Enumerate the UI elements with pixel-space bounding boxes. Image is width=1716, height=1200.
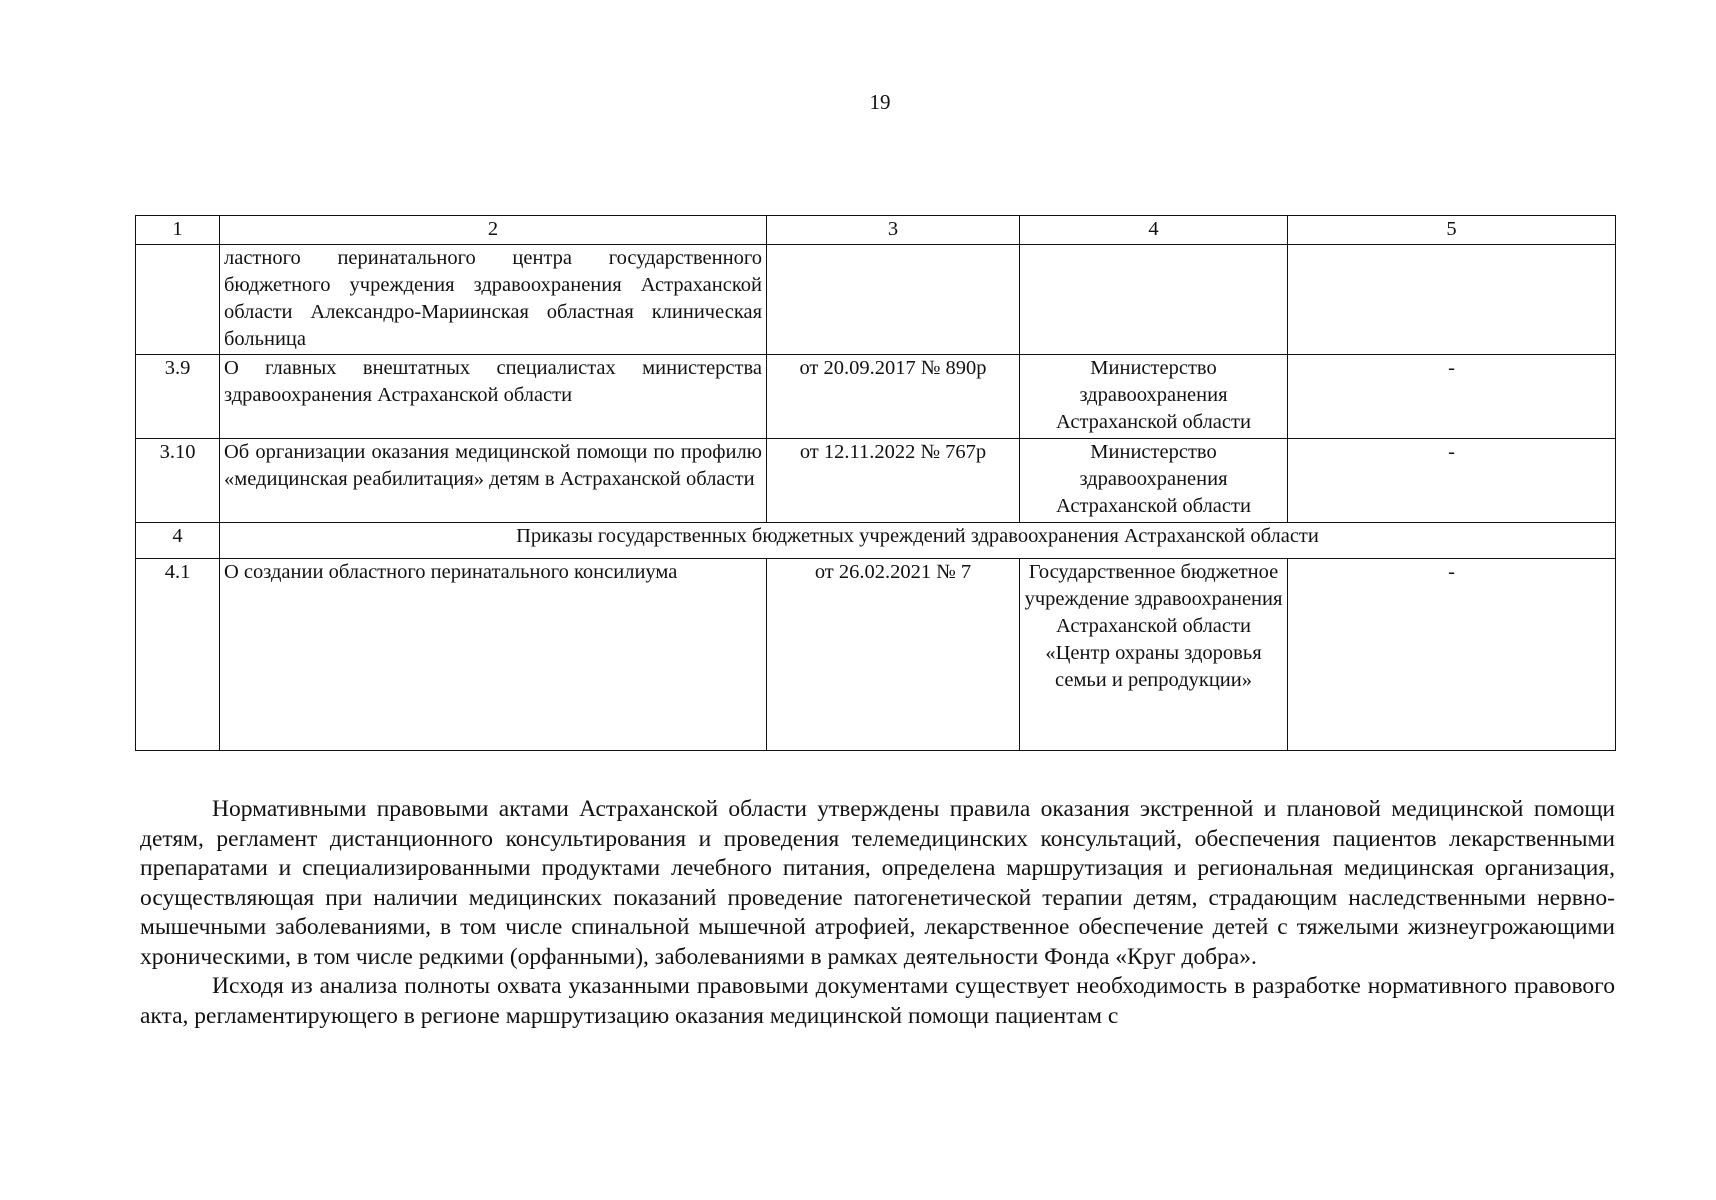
act-note: -: [1288, 559, 1616, 751]
table-row: [136, 439, 1616, 523]
table-row: [136, 355, 1616, 439]
act-issuer: Министерство здравоохранения Астраханской области: [1020, 355, 1288, 439]
act-issuer: Государственное бюджетное учреждение здравоохранения Астраханской области «Центр охраны здоровья семьи и репродукции»: [1020, 559, 1288, 751]
act-issuer: [1020, 245, 1288, 355]
column-number-row: [136, 216, 1616, 245]
body-text: [140, 795, 1615, 1031]
column-number-5: 5: [1288, 216, 1616, 245]
row-number: 3.10: [136, 439, 220, 523]
act-title: Об организации оказания медицинской помощи по профилю «медицинская реабилитация» детям в Астраханской области: [220, 439, 767, 523]
column-number-4: 4: [1020, 216, 1288, 245]
section-row: [136, 523, 1616, 559]
act-note: [1288, 245, 1616, 355]
act-title: О главных внештатных специалистах министерства здравоохранения Астраханской области: [220, 355, 767, 439]
act-title: ластного перинатального центра государственного бюджетного учреждения здравоохранения Астраханской области Александро-Мариинская областная клиническая больница: [220, 245, 767, 355]
section-title: Приказы государственных бюджетных учреждений здравоохранения Астраханской области: [220, 523, 1616, 559]
act-title: О создании областного перинатального консилиума: [220, 559, 767, 751]
act-date: от 12.11.2022 № 767р: [767, 439, 1020, 523]
column-number-2: 2: [220, 216, 767, 245]
column-number-1: 1: [136, 216, 220, 245]
row-number: 3.9: [136, 355, 220, 439]
act-note: -: [1288, 439, 1616, 523]
table-row: [136, 245, 1616, 355]
act-issuer: Министерство здравоохранения Астраханской области: [1020, 439, 1288, 523]
act-date: от 26.02.2021 № 7: [767, 559, 1020, 751]
act-note: -: [1288, 355, 1616, 439]
row-number: [136, 245, 220, 355]
paragraph: Нормативными правовыми актами Астраханской области утверждены правила оказания экстренной и плановой медицинской помощи детям, регламент дистанционного консультирования и проведения телемедицинских консультаций, обеспечения пациентов лекарственными препаратами и специализированными продуктами лечебного питания, определена маршрутизация и региональная медицинская организация, осуществляющая при наличии медицинских показаний проведение патогенетической терапии детям, страдающим наследственными нервно-мышечными заболеваниями, в том числе спинальной мышечной атрофией, лекарственное обеспечение детей с тяжелыми жизнеугрожающими хроническими, в том числе редкими (орфанными), заболеваниями в рамках деятельности Фонда «Круг добра».: [140, 796, 1615, 970]
row-number: 4.1: [136, 559, 220, 751]
column-number-3: 3: [767, 216, 1020, 245]
act-date: от 20.09.2017 № 890р: [767, 355, 1020, 439]
act-date: [767, 245, 1020, 355]
table-row: [136, 559, 1616, 751]
section-number: 4: [136, 523, 220, 559]
page-number: 19: [869, 90, 891, 114]
legal-acts-table: [135, 215, 1616, 751]
paragraph: Исходя из анализа полноты охвата указанными правовыми документами существует необходимость в разработке нормативного правового акта, регламентирующего в регионе маршрутизацию оказания медицинской помощи пациентам с: [140, 973, 1615, 1029]
